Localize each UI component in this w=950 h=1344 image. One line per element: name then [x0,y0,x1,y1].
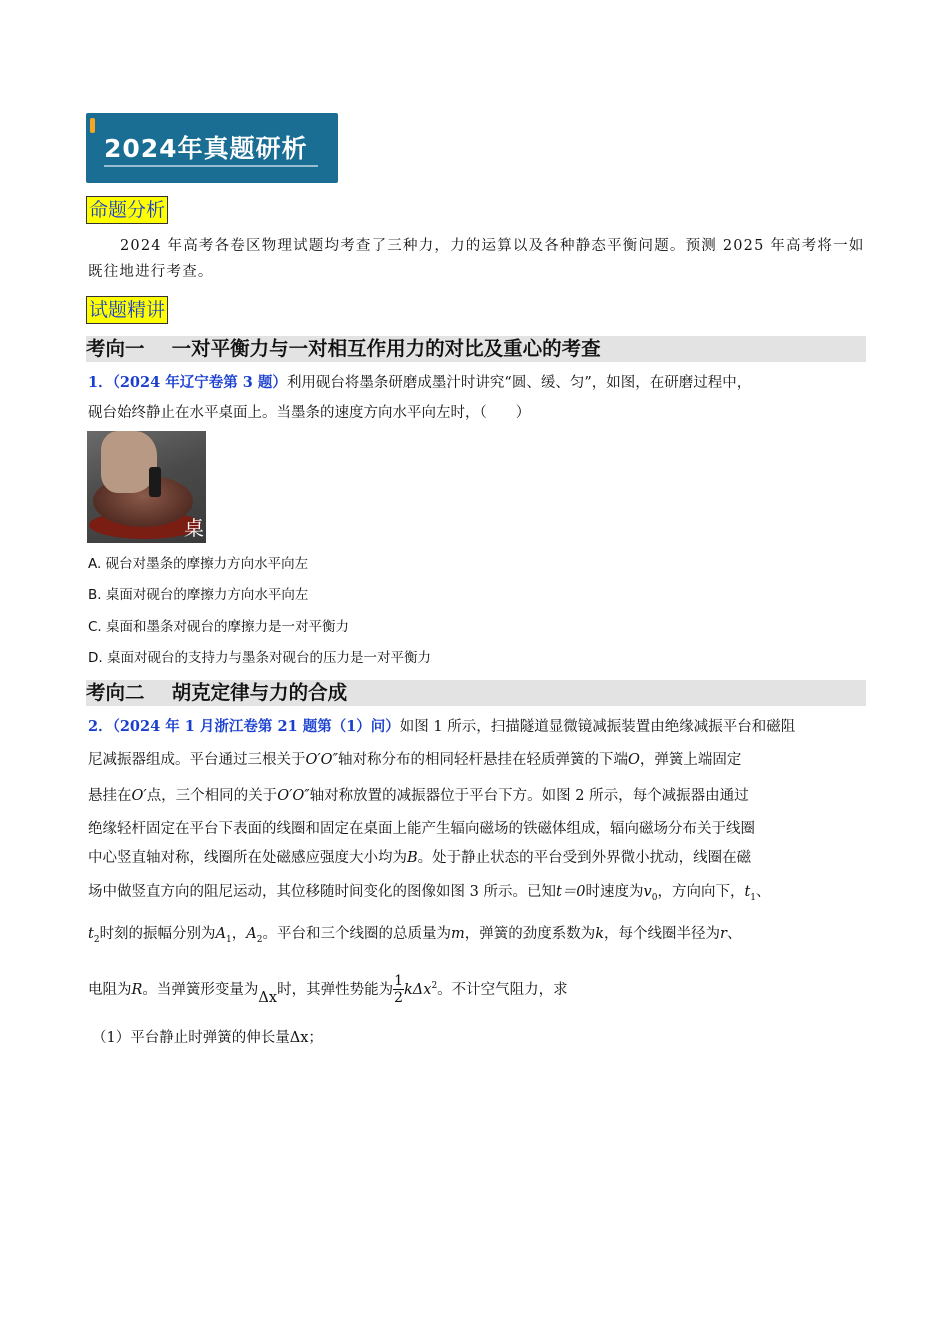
q2-line-6 [88,882,878,908]
section-1-number: 考向一 [86,337,145,360]
q2-t1-sub: 1 [750,892,757,903]
section-1-title: 一对平衡力与一对相互作用力的对比及重心的考查 [171,337,601,360]
q2-t2: t [88,926,94,942]
q2-axis-symbol: O′O″ [305,752,338,768]
analysis-paragraph: 2024 年高考各卷区物理试题均考查了三种力，力的运算以及各种静态平衡问题。预测 2025 年高考将一如既往地进行考查。 [88,238,865,280]
q2-a1-sub: 1 [226,934,232,945]
q1-option-c: C. 桌面和墨条对砚台的摩擦力是一对平衡力 [88,619,350,635]
q2-text-6c: ，方向向下， [657,884,745,900]
q2-line-8 [88,970,878,1014]
q2-text-7a: 时刻的振幅分别为 [99,926,216,942]
label-analysis: 命题分析 [86,196,168,224]
q2-symbol-b: B [407,850,418,866]
q2-text-3a: 悬挂在 [88,788,132,804]
q2-t-zero: t＝0 [555,884,586,900]
q2-k: k [595,926,605,942]
q2-text-5a: 中心竖直轴对称，线圈所在处磁感应强度大小均为 [88,850,407,866]
ink-stick [149,467,161,497]
q2-text-1: 如图 1 所示，扫描隧道显微镜减振装置由绝缘减振平台和磁阻 [399,719,796,735]
section-2-title: 胡克定律与力的合成 [171,681,348,704]
q2-text-3b: 点，三个相同的关于 [146,788,278,804]
q2-text-2c: ，弹簧上端固定 [639,752,742,768]
banner-title: 2024年真题研析 [104,134,308,163]
q1-text-1: 利用砚台将墨条研磨成墨汁时讲究“圆、缓、匀”，如图，在研磨过程中， [286,375,752,391]
q2-sub1-text: （1）平台静止时弹簧的伸长量 [92,1030,290,1046]
q2-resistance: R [131,981,143,998]
section-heading-2 [86,680,866,706]
q2-source: （2024 年 1 月浙江卷第 21 题第（1）问） [112,718,400,735]
q1-line-1 [88,373,878,393]
section-2-number: 考向二 [86,681,145,704]
fraction-numerator: 1 [394,973,403,990]
q2-t1: t [744,884,751,900]
q2-text-6b: 时速度为 [585,884,644,900]
q1-option-d: D. 桌面对砚台的支持力与墨条对砚台的压力是一对平衡力 [88,650,431,666]
q2-t2-sub: 2 [93,934,100,945]
q2-text-6a: 场中做竖直方向的阻尼运动，其位移随时间变化的图像如图 3 所示。已知 [88,884,556,900]
q2-point-o-prime: O′ [131,788,147,804]
q2-sub1-end: ； [308,1030,323,1046]
q2-mass: m [451,926,465,942]
q2-text-7d: ，弹簧的劲度系数为 [464,926,596,942]
label-explain: 试题精讲 [86,296,168,324]
q2-text-2b: 轴对称分布的相同轻杆悬挂在轻质弹簧的下端 [337,752,628,768]
q2-text-8a: 电阻为 [88,981,132,998]
q2-number: 2． [88,718,113,735]
q2-energy-sup: 2 [431,981,438,991]
q2-text-5b: 。处于静止状态的平台受到外界微小扰动，线圈在磁 [417,850,752,866]
q2-line-3 [88,786,878,806]
q2-a2-sub: 2 [256,934,263,945]
q2-axis-symbol-2: O′O″ [277,788,310,804]
q1-option-b: B. 桌面对砚台的摩擦力方向水平向左 [88,587,309,603]
q2-subquestion-1 [92,1028,882,1048]
q2-text-7b: ， [231,926,247,942]
q2-point-o: O [627,752,640,768]
title-banner [86,113,338,183]
q2-text-7c: 。平台和三个线圈的总质量为 [262,926,451,942]
q2-fraction [393,973,404,1006]
q2-delta-x: Δx [258,989,278,1006]
photo-caption: 桌 [184,516,204,540]
q2-text-3c: 轴对称放置的减振器位于平台下方。如图 2 所示，每个减振器由通过 [309,788,749,804]
q2-radius: r [720,926,727,942]
q2-text-8c: 时，其弹性势能为 [277,981,394,998]
inkstone-photo [87,431,206,543]
q2-text-2a: 尼减振器组成。平台通过三根关于 [88,752,306,768]
banner-underline [104,165,318,167]
q2-text-8b: 。当弹簧形变量为 [142,981,259,998]
q2-text-6d: 、 [756,884,771,900]
q1-source: （2024 年辽宁卷第 3 题） [112,374,287,391]
q2-text-7e: ，每个线圈半径为 [604,926,721,942]
q2-text-7f: 、 [726,926,742,942]
fraction-denominator: 2 [394,990,403,1007]
q2-v0-sub: 0 [651,892,658,903]
q2-text-8d: 。不计空气阻力，求 [437,981,568,998]
q2-line-5 [88,848,878,868]
banner-tab-accent [90,118,95,133]
q1-option-a: A. 砚台对墨条的摩擦力方向水平向左 [88,556,309,572]
q2-a1: A [215,926,227,942]
q1-line-2: 砚台始终静止在水平桌面上。当墨条的速度方向水平向左时，（ ） [88,405,531,421]
q2-energy-expr: kΔx [404,981,432,998]
section-heading-1 [86,336,866,362]
q2-line-1 [88,717,878,737]
q2-a2: A [246,926,257,942]
q2-sub1-dx: Δx [289,1030,309,1046]
q2-v0: v [643,884,652,900]
q2-line-7 [88,924,878,950]
q1-number: 1． [88,374,113,391]
q2-line-4: 绝缘轻杆固定在平台下表面的线圈和固定在桌面上能产生辐向磁场的铁磁体组成，辐向磁场分布关于线圈 [88,821,755,837]
q2-line-2 [88,750,878,770]
